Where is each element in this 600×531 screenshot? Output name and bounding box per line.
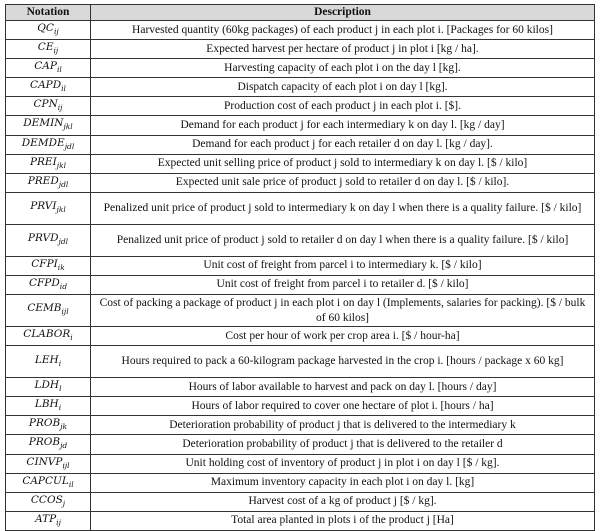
subscript: jd — [60, 441, 68, 451]
notation-cell — [6, 59, 91, 78]
subscript: ij — [53, 46, 59, 56]
symbol: PRVD — [27, 232, 59, 245]
notation-cell — [6, 275, 91, 294]
symbol: LEH — [34, 353, 59, 366]
description-cell: Expected unit sale price of product j sold to retailer d on day l. [$ / kilo]. — [91, 173, 595, 192]
subscript: i — [70, 333, 73, 343]
description-cell: Maximum inventory capacity in each plot i on day l. [kg] — [91, 473, 595, 492]
notation-cell — [6, 97, 91, 116]
table-row — [6, 275, 595, 294]
notation-cell — [6, 154, 91, 173]
subscript: il — [61, 84, 66, 94]
table-row — [6, 327, 595, 346]
symbol: CAP — [34, 60, 57, 73]
table-row — [6, 473, 595, 492]
description-cell: Expected harvest per hectare of product j in plot i [kg / ha]. — [91, 40, 595, 59]
notation-cell — [6, 173, 91, 192]
notation-cell — [6, 224, 91, 256]
description-cell: Unit cost of freight from parcel i to retailer d. [$ / kilo] — [91, 275, 595, 294]
notation-cell — [6, 378, 91, 397]
subscript: jkl — [63, 122, 73, 132]
symbol: DEMDE — [21, 136, 65, 149]
subscript: jkl — [56, 205, 66, 215]
table-row — [6, 492, 595, 511]
description-cell: Demand for each product j for each intermediary k on day l. [kg / day] — [91, 116, 595, 135]
symbol: LBH — [34, 398, 59, 411]
notation-cell — [6, 473, 91, 492]
symbol: CAPD — [30, 79, 62, 92]
symbol: CLABOR — [23, 328, 71, 341]
description-cell: Unit holding cost of inventory of product j in plot i on day l [$ / kg]. — [91, 454, 595, 473]
notation-cell — [6, 511, 91, 530]
notation-table — [5, 4, 595, 531]
header-row — [6, 5, 595, 21]
notation-cell — [6, 454, 91, 473]
symbol: PRED — [27, 174, 59, 187]
notation-cell — [6, 435, 91, 454]
notation-cell — [6, 21, 91, 40]
description-cell: Demand for each product j for each retailer d on day l. [kg / day]. — [91, 135, 595, 154]
table-row — [6, 346, 595, 378]
description-cell: Harvest cost of a kg of product j [$ / kg]. — [91, 492, 595, 511]
table-row — [6, 21, 595, 40]
subscript: j — [62, 498, 66, 508]
table-row — [6, 78, 595, 97]
subscript: ij — [57, 103, 63, 113]
table-row — [6, 256, 595, 275]
description-cell: Cost per hour of work per crop area i. [$ / hour-ha] — [91, 327, 595, 346]
notation-cell — [6, 116, 91, 135]
subscript: il — [56, 65, 62, 75]
subscript: i — [58, 358, 62, 368]
description-cell: Penalized unit price of product j sold to retailer d on day l when there is a quality failure. [$ / kilo] — [91, 224, 595, 256]
table-row — [6, 97, 595, 116]
notation-cell — [6, 492, 91, 511]
table-row — [6, 454, 595, 473]
symbol: CFPD — [28, 276, 60, 289]
symbol: PROB — [28, 436, 61, 449]
description-cell: Harvesting capacity of each plot i on the day l [kg]. — [91, 59, 595, 78]
description-cell: Penalized unit price of product j sold to intermediary k on day l when there is a quality failure. [$ / kilo] — [91, 192, 595, 224]
notation-cell — [6, 40, 91, 59]
notation-cell — [6, 192, 91, 224]
table-row — [6, 135, 595, 154]
symbol: LDH — [34, 379, 60, 392]
subscript: ij — [53, 27, 59, 37]
description-cell: Deterioration probability of product j that is delivered to the intermediary k — [91, 416, 595, 435]
symbol: PROB — [28, 417, 61, 430]
table-row — [6, 154, 595, 173]
notation-cell — [6, 346, 91, 378]
table-row — [6, 116, 595, 135]
notation-cell — [6, 327, 91, 346]
subscript: ijl — [62, 460, 70, 470]
table-row — [6, 397, 595, 416]
description-cell: Hours of labor required to cover one hectare of plot i. [hours / ha] — [91, 397, 595, 416]
symbol: QC — [37, 22, 54, 34]
subscript: ijl — [61, 307, 69, 317]
subscript: jkl — [56, 160, 67, 170]
notation-cell — [6, 295, 91, 327]
symbol: DEMIN — [23, 117, 64, 130]
notation-cell — [6, 78, 91, 97]
table-row — [6, 59, 595, 78]
symbol: PRVI — [30, 200, 57, 213]
notation-header: Notation — [6, 5, 91, 21]
description-cell: Production cost of each product j in each plot i. [$]. — [91, 97, 595, 116]
table-row — [6, 416, 595, 435]
symbol: CPN — [33, 98, 58, 111]
description-cell: Expected unit selling price of product j sold to intermediary k on day l. [$ / kilo] — [91, 154, 595, 173]
table-row — [6, 224, 595, 256]
subscript: jdl — [58, 179, 69, 189]
symbol: CEMB — [27, 302, 62, 315]
description-cell: Unit cost of freight from parcel i to intermediary k. [$ / kilo] — [91, 256, 595, 275]
description-cell: Hours of labor available to harvest and pack on day l. [hours / day] — [91, 378, 595, 397]
notation-cell — [6, 256, 91, 275]
subscript: l — [59, 384, 62, 394]
symbol: CFPI — [31, 257, 58, 270]
symbol: PREI — [29, 155, 57, 168]
symbol: CINVP — [26, 455, 63, 468]
subscript: i — [58, 403, 62, 413]
symbol: CAPCUL — [22, 474, 69, 487]
symbol: CE — [37, 41, 54, 54]
table-row — [6, 192, 595, 224]
description-cell: Total area planted in plots i of the product j [Ha] — [91, 511, 595, 530]
symbol: ATP — [35, 512, 57, 525]
table-row — [6, 435, 595, 454]
description-cell: Hours required to pack a 60-kilogram package harvested in the crop i. [hours / package x 60 kg] — [91, 346, 595, 378]
description-cell: Dispatch capacity of each plot i on day l [kg]. — [91, 78, 595, 97]
description-cell: Deterioration probability of product j that is delivered to the retailer d — [91, 435, 595, 454]
table-row — [6, 40, 595, 59]
table-row — [6, 173, 595, 192]
description-cell: Harvested quantity (60kg packages) of each product j in each plot i. [Packages for 60 kilos] — [91, 21, 595, 40]
subscript: id — [59, 282, 67, 292]
notation-cell — [6, 135, 91, 154]
subscript: ik — [57, 262, 65, 272]
table-row — [6, 511, 595, 530]
table-row — [6, 378, 595, 397]
subscript: jdl — [58, 237, 69, 247]
symbol: CCOS — [30, 493, 63, 506]
subscript: jdl — [64, 141, 75, 151]
notation-cell — [6, 416, 91, 435]
notation-cell — [6, 397, 91, 416]
subscript: jk — [60, 422, 68, 432]
subscript: il — [68, 479, 74, 489]
table-row — [6, 295, 595, 327]
description-cell: Cost of packing a package of product j in each plot i on day l (Implements, salaries for packing). [$ / bulk of 60 kilos] — [91, 295, 595, 327]
subscript: ij — [56, 517, 61, 527]
description-header: Description — [91, 5, 595, 21]
